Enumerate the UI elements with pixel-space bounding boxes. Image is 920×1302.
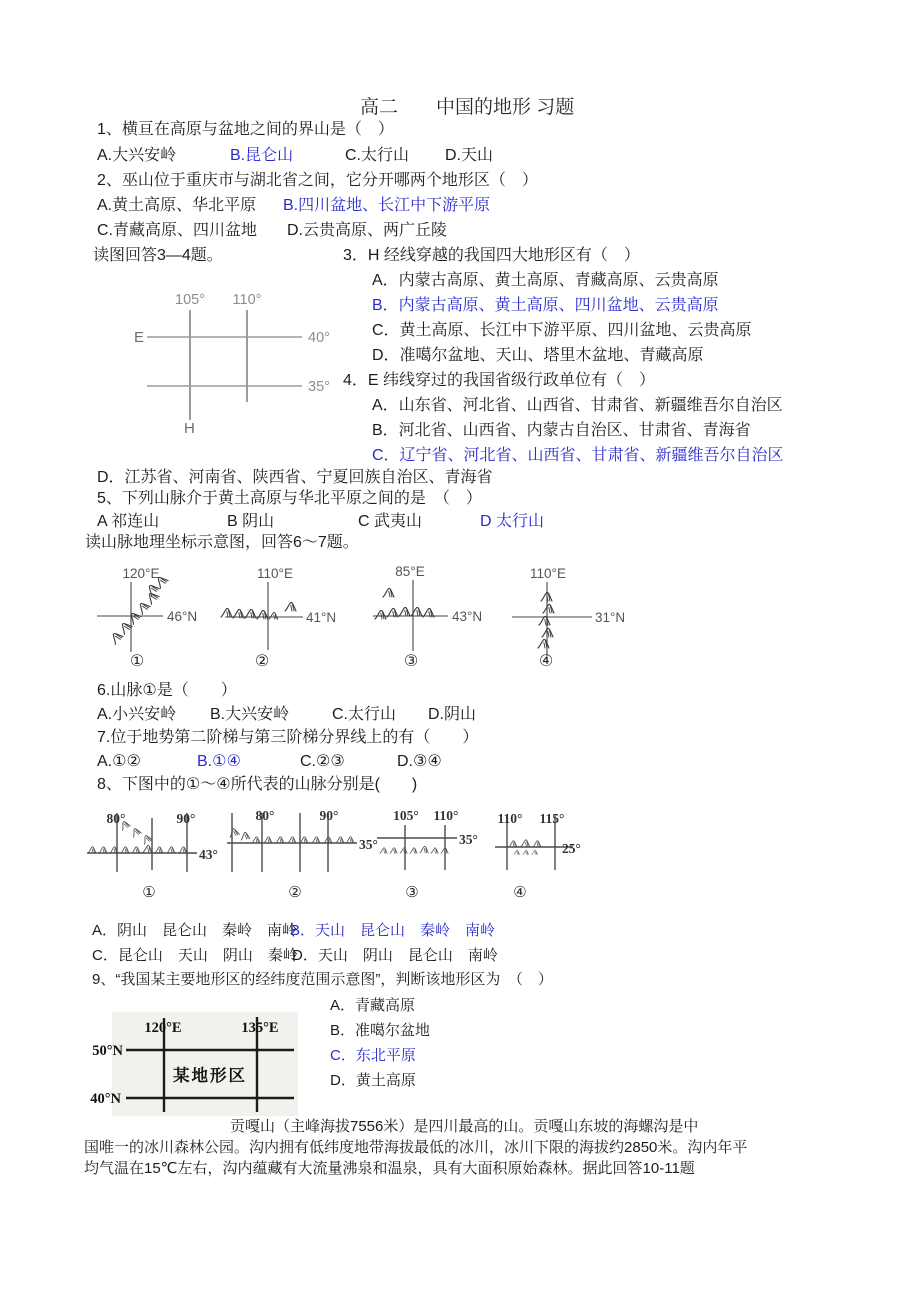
q3-option-c: C．黄土高原、长江中下游平原、四川盆地、云贵高原 (372, 322, 752, 339)
fig8-p4-lat: 25° (562, 841, 581, 856)
q3-stem: 3．H 经线穿越的我国四大地形区有（ ） (343, 247, 640, 264)
fig9-lon-120: 120°E (144, 1020, 182, 1036)
q7-option-a: A.①② (97, 753, 141, 770)
q8-option-a: A．阴山 昆仑山 秦岭 南岭 (92, 922, 298, 939)
q7-option-b: B.①④ (197, 753, 241, 770)
fig67-caption-4: ④ (538, 653, 554, 670)
q1-option-c: C.太行山 (345, 147, 410, 164)
q5-stem: 5、下列山脉介于黄土高原与华北平原之间的是 （ ） (97, 490, 482, 507)
fig8-p3-lon-110: 110° (433, 808, 459, 823)
fig9-region-label: 某地形区 (173, 1066, 247, 1085)
fig8-panel-3 (377, 808, 478, 870)
fig67-intro: 读山脉地理坐标示意图，回答6～7题。 (85, 534, 359, 551)
fig8-caption-1: ① (142, 884, 156, 901)
fig34-intro: 读图回答3—4题。 (93, 247, 223, 264)
fig8-p4-lon-115: 115° (539, 811, 565, 826)
passage-line-3: 均气温在15℃左右，沟内蕴藏有大流量沸泉和温泉，具有大面积原始森林。据此回答10-11题 (84, 1160, 695, 1177)
q4-option-b: B．河北省、山西省、内蒙古自治区、甘肃省、青海省 (372, 422, 751, 439)
q4-option-c: C．辽宁省、河北省、山西省、甘肃省、新疆维吾尔自治区 (372, 447, 784, 464)
q9-option-c: C．东北平原 (330, 1047, 416, 1064)
q6-stem: 6.山脉①是（ ） (97, 682, 237, 699)
q2-stem: 2、巫山位于重庆市与湖北省之间，它分开哪两个地形区（ ） (97, 172, 538, 189)
fig8-caption-3: ③ (405, 884, 419, 901)
q6-option-c: C.太行山 (332, 706, 397, 723)
fig67-caption-1: ① (129, 653, 145, 670)
fig67-caption-2: ② (254, 653, 270, 670)
fig9-lon-135: 135°E (241, 1020, 279, 1036)
q6-option-b: B.大兴安岭 (210, 706, 290, 723)
fig8-panel-1 (87, 811, 218, 872)
fig34-grid-diagram (112, 290, 330, 438)
fig9-lat-40: 40°N (90, 1091, 121, 1107)
fig8-p2-lon-80: 80° (255, 808, 275, 823)
fig67-p2-lat: 41°N (306, 610, 337, 625)
q7-option-c: C.②③ (300, 753, 345, 770)
fig67-panel-1 (97, 566, 197, 652)
q4-option-a: A．山东省、河北省、山西省、甘肃省、新疆维吾尔自治区 (372, 397, 783, 414)
q2-option-c: C.青藏高原、四川盆地 (97, 222, 258, 239)
passage-line-1: 贡嘎山（主峰海拔7556米）是四川最高的山。贡嘎山东坡的海螺沟是中 (230, 1118, 699, 1135)
fig67-caption-3: ③ (403, 653, 419, 670)
q1-option-a: A.大兴安岭 (97, 147, 177, 164)
fig67-panel-4 (512, 566, 625, 656)
fig67-panel-2 (221, 566, 336, 650)
q4-stem: 4．E 纬线穿过的我国省级行政单位有（ ） (343, 372, 656, 389)
q5-option-a: A 祁连山 (97, 513, 160, 530)
fig67-panel-3 (373, 564, 482, 651)
page-title: 高二 中国的地形 习题 (360, 97, 575, 118)
q2-option-d: D.云贵高原、两广丘陵 (287, 222, 448, 239)
fig8-p1-lon-80: 80° (106, 811, 126, 826)
q3-option-a: A．内蒙古高原、黄土高原、青藏高原、云贵高原 (372, 272, 719, 289)
q9-option-d: D．黄土高原 (330, 1072, 416, 1089)
q8-option-b: B．天山 昆仑山 秦岭 南岭 (290, 922, 496, 939)
fig8-caption-2: ② (288, 884, 302, 901)
fig9-lat-50: 50°N (92, 1043, 123, 1059)
fig8-p2-lon-90: 90° (319, 808, 339, 823)
fig8-p4-lon-110: 110° (497, 811, 523, 826)
q1-stem: 1、横亘在高原与盆地之间的界山是（ ） (97, 121, 394, 138)
q9-option-a: A．青藏高原 (330, 997, 416, 1014)
point-e-label: E (134, 329, 145, 346)
fig8-p1-lat: 43° (199, 847, 218, 862)
fig8-panel-4 (495, 811, 581, 870)
q2-option-b: B.四川盆地、长江中下游平原 (283, 197, 491, 214)
lon-110-label: 110° (232, 292, 262, 308)
q8-option-d: D．天山 阴山 昆仑山 南岭 (292, 947, 498, 964)
fig67-p2-lon: 110°E (257, 566, 293, 581)
lat-40-label: 40° (308, 330, 330, 346)
q8-option-c: C．昆仑山 天山 阴山 秦岭 (92, 947, 298, 964)
q5-option-b: B 阴山 (227, 513, 275, 530)
lon-105-label: 105° (175, 292, 205, 308)
q6-option-a: A.小兴安岭 (97, 706, 177, 723)
fig8-p3-lon-105: 105° (393, 808, 419, 823)
fig67-p1-lon: 120°E (122, 566, 160, 581)
q3-option-b: B．内蒙古高原、黄土高原、四川盆地、云贵高原 (372, 297, 719, 314)
q4-option-d: D．江苏省、河南省、陕西省、宁夏回族自治区、青海省 (97, 469, 493, 486)
fig67-p4-lat: 31°N (595, 610, 626, 625)
q9-stem: 9、“我国某主要地形区的经纬度范围示意图”，判断该地形区为 （ ） (92, 971, 553, 988)
q7-option-d: D.③④ (397, 753, 442, 770)
q5-option-d: D 太行山 (480, 513, 545, 530)
fig8-caption-4: ④ (513, 884, 527, 901)
fig67-p4-lon: 110°E (530, 566, 566, 581)
q6-option-d: D.阴山 (428, 706, 477, 723)
q5-option-c: C 武夷山 (358, 513, 423, 530)
lat-35-label: 35° (308, 379, 330, 395)
q8-stem: 8、下图中的①～④所代表的山脉分别是( ) (97, 776, 418, 793)
q3-option-d: D．准噶尔盆地、天山、塔里木盆地、青藏高原 (372, 347, 704, 364)
fig8-p2-lat: 35° (359, 837, 378, 852)
fig8-p1-lon-90: 90° (176, 811, 196, 826)
fig67-mountain-diagrams (85, 556, 645, 676)
point-h-label: H (184, 420, 195, 437)
q1-option-b: B.昆仑山 (230, 147, 294, 164)
passage-line-2: 国唯一的冰川森林公园。沟内拥有低纬度地带海拔最低的冰川，冰川下限的海拔约2850米。沟内年平 (84, 1139, 748, 1156)
fig67-p1-lat: 46°N (167, 609, 198, 624)
q2-option-a: A.黄土高原、华北平原 (97, 197, 257, 214)
q1-option-d: D.天山 (445, 147, 494, 164)
fig8-panel-2 (227, 808, 378, 872)
q9-option-b: B．准噶尔盆地 (330, 1022, 431, 1039)
fig67-p3-lat: 43°N (452, 609, 483, 624)
fig8-p3-lat: 35° (459, 832, 478, 847)
fig9-region-diagram (90, 1010, 310, 1120)
fig67-p3-lon: 85°E (395, 564, 425, 579)
q7-stem: 7.位于地势第二阶梯与第三阶梯分界线上的有（ ） (97, 729, 479, 746)
